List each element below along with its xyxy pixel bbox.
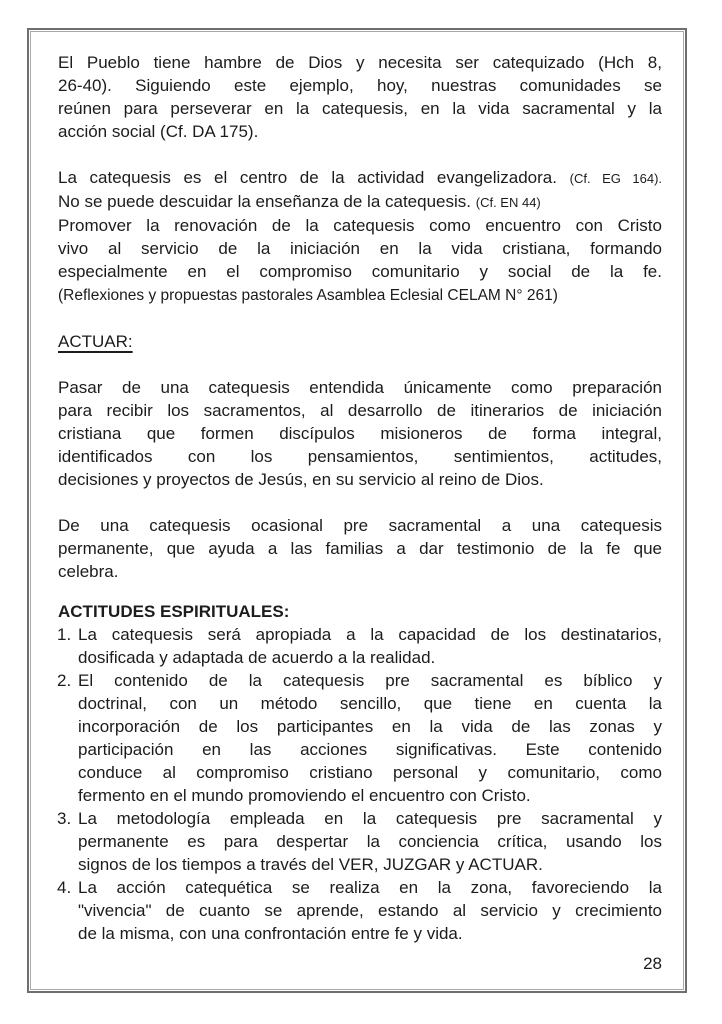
body-text: signos de los tiempos a través del VER, JUZGAR y ACTUAR. — [78, 855, 543, 874]
body-text: identificados con los pensamientos, sentimientos, actitudes, — [58, 447, 662, 466]
list-item-text — [78, 807, 662, 876]
text-line — [78, 784, 662, 807]
text-line — [78, 623, 662, 646]
text-line — [58, 560, 662, 583]
numbered-list-actitudes — [58, 623, 662, 945]
body-text: especialmente en el compromiso comunitario y social de la fe. — [58, 262, 662, 281]
list-item — [58, 807, 662, 876]
body-text: para recibir los sacramentos, al desarrollo de itinerarios de iniciación — [58, 401, 662, 420]
text-line — [58, 376, 662, 399]
paragraph-catequesis-centro — [58, 166, 662, 307]
body-text: La catequesis será apropiada a la capacidad de los destinatarios, — [78, 625, 662, 644]
body-text: doctrinal, con un método sencillo, que tiene en cuenta la — [78, 694, 662, 713]
list-item-marker: 3. — [57, 809, 72, 828]
text-line — [58, 97, 662, 120]
list-item — [58, 623, 662, 669]
text-line — [78, 830, 662, 853]
body-text: celebra. — [58, 562, 119, 581]
heading-actitudes-espirituales: ACTITUDES ESPIRITUALES: — [58, 602, 290, 621]
list-item-marker: 2. — [57, 671, 72, 690]
text-line — [78, 761, 662, 784]
text-line — [78, 853, 662, 876]
text-line — [78, 738, 662, 761]
body-text: fermento en el mundo promoviendo el encuentro con Cristo. — [78, 786, 531, 805]
body-text: participación en las acciones significativas. Este contenido — [78, 740, 662, 759]
body-text: "vivencia" de cuanto se aprende, estando al servicio y crecimiento — [78, 901, 662, 920]
paragraph-pueblo-hambre — [58, 51, 662, 143]
text-line — [78, 899, 662, 922]
text-line — [58, 468, 662, 491]
heading-actuar-text: ACTUAR: — [58, 332, 133, 351]
body-text: 26-40). Siguiendo este ejemplo, hoy, nuestras comunidades se — [58, 76, 662, 95]
text-line — [58, 283, 662, 307]
text-line — [58, 190, 662, 214]
body-text: El Pueblo tiene hambre de Dios y necesita ser catequizado (Hch 8, — [58, 53, 662, 72]
body-text: conduce al compromiso cristiano personal y comunitario, como — [78, 763, 662, 782]
body-text: de la misma, con una confrontación entre fe y vida. — [78, 924, 463, 943]
text-line — [58, 74, 662, 97]
body-text: permanente, que ayuda a las familias a dar testimonio de la fe que — [58, 539, 662, 558]
text-line — [58, 399, 662, 422]
text-line — [78, 669, 662, 692]
list-item — [58, 669, 662, 807]
paragraph-pasar-catequesis — [58, 376, 662, 491]
text-line — [58, 260, 662, 283]
list-item-marker: 4. — [57, 878, 72, 897]
text-line — [58, 514, 662, 537]
body-text: De una catequesis ocasional pre sacramental a una catequesis — [58, 516, 662, 535]
body-text: Pasar de una catequesis entendida únicamente como preparación — [58, 378, 662, 397]
list-item-marker: 1. — [57, 625, 72, 644]
page-number: 28 — [643, 954, 662, 973]
text-line — [78, 807, 662, 830]
body-text: acción social (Cf. DA 175). — [58, 122, 259, 141]
text-line — [58, 166, 662, 190]
text-line — [58, 537, 662, 560]
heading-actuar — [58, 330, 662, 353]
text-line — [58, 51, 662, 74]
body-text: La metodología empleada en la catequesis pre sacramental y — [78, 809, 662, 828]
page-border-frame — [27, 28, 687, 993]
body-text: permanente es para despertar la conciencia crítica, usando los — [78, 832, 662, 851]
text-line — [58, 237, 662, 260]
citation-text: (Cf. EN 44) — [475, 195, 541, 210]
paragraph-catequesis-ocasional — [58, 514, 662, 583]
body-text: incorporación de los participantes en la vida de las zonas y — [78, 717, 662, 736]
body-text: El contenido de la catequesis pre sacramental es bíblico y — [78, 671, 662, 690]
text-line — [58, 214, 662, 237]
text-line — [78, 646, 662, 669]
body-text: vivo al servicio de la iniciación en la vida cristiana, formando — [58, 239, 662, 258]
text-line — [58, 422, 662, 445]
text-line — [78, 715, 662, 738]
body-text: No se puede descuidar la enseñanza de la catequesis. — [58, 192, 476, 211]
text-line — [58, 120, 662, 143]
text-line — [78, 876, 662, 899]
body-text: La catequesis es el centro de la actividad evangelizadora. — [58, 168, 570, 187]
citation-text: (Reflexiones y propuestas pastorales Asamblea Eclesial CELAM N° 261) — [58, 287, 558, 304]
body-text: decisiones y proyectos de Jesús, en su servicio al reino de Dios. — [58, 470, 544, 489]
body-text: cristiana que formen discípulos misioneros de forma integral, — [58, 424, 662, 443]
text-line — [78, 692, 662, 715]
body-text: Promover la renovación de la catequesis como encuentro con Cristo — [58, 216, 662, 235]
list-item-text — [78, 876, 662, 945]
body-text: dosificada y adaptada de acuerdo a la realidad. — [78, 648, 436, 667]
body-text: La acción catequética se realiza en la zona, favoreciendo la — [78, 878, 662, 897]
citation-text: (Cf. EG 164). — [569, 171, 663, 186]
text-line — [58, 445, 662, 468]
text-line — [78, 922, 662, 945]
body-text: reúnen para perseverar en la catequesis, en la vida sacramental y la — [58, 99, 662, 118]
list-item-text — [78, 623, 662, 669]
list-item-text — [78, 669, 662, 807]
page-content — [58, 51, 662, 975]
list-item — [58, 876, 662, 945]
